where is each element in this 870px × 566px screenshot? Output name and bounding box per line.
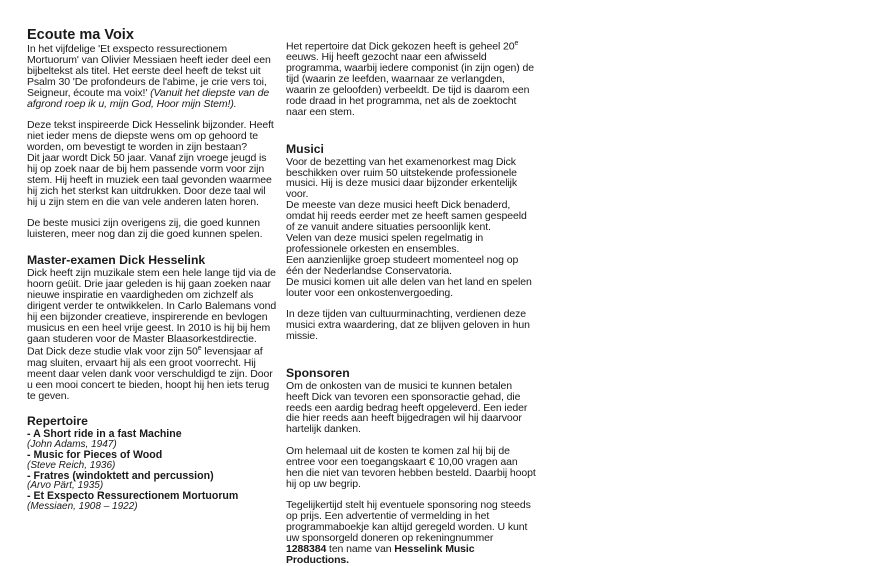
section-heading-master: Master-examen Dick Hesselink bbox=[27, 253, 206, 268]
musici-paragraph-5: De musici komen uit alle delen van het land en spelen louter voor een onkostenvergoeding. bbox=[286, 275, 532, 299]
intro-translation: (Vanuit het diepste van de afgrond roep ik u, mijn God, Hoor mijn Stem!). bbox=[27, 86, 270, 110]
musici-paragraph-4: Een aanzienlijke groep studeert momenteel nog op één der Nederlandse Conservatoria. bbox=[286, 253, 519, 277]
piece-composer: (Messiaen, 1908 – 1922) bbox=[27, 500, 138, 512]
intro-text: In het vijfdelige 'Et exspecto ressurectionem Mortuorum' van Olivier Messiaen heeft ieder deel een bijbeltekst als titel. Het eerste deel heeft de tekst uit Psalm 30 'De profondeurs de l'abime, je crie vers toi, Seigneur, écoute ma voix!' bbox=[27, 43, 271, 99]
account-number: 1288384 bbox=[286, 543, 327, 556]
intro-paragraph-1 bbox=[27, 44, 277, 109]
musici-paragraph-3: Velen van deze musici spelen regelmatig in professionele orkesten en ensembles. bbox=[286, 231, 484, 255]
repertoire-description: Het repertoire dat Dick gekozen heeft is geheel 20e eeuws. Hij heeft gezocht naar een afwisseld programma, waarbij iedere componist (in zijn ogen) de tijd (waarin ze leefden, waarnaar ze verlangden, waarin ze geloofden) verbeeldt. De tijd is daarom een rode draad in het programma, net als de zoektocht naar een stem. bbox=[286, 40, 534, 118]
section-heading-sponsoren: Sponsoren bbox=[286, 365, 350, 380]
sponsoren-paragraph-3: Tegelijkertijd stelt hij eventuele sponsoring nog steeds op prijs. Een advertentie of vermelding in het programmaboekje kan altijd geregeld worden. U kunt uw sponsorgeld doneren op rekeningnummer 1288384 ten name van Hesselink Music Productions. bbox=[286, 499, 531, 566]
master-paragraph-1: Dick heeft zijn muzikale stem een hele lange tijd via de hoorn geüit. Drie jaar geleden is hij gaan zoeken naar nieuwe inspiratie en vaardigheden om zichzelf als dirigent verder te ontwikkelen. In Carlo Balemans vond hij een bijzonder creatieve, inspirerende en bevlogen musicus en een heel vrije geest. In 2010 is hij bij hem gaan studeren voor de Master Blaasorkestdirectie. bbox=[27, 267, 277, 345]
list-item bbox=[27, 491, 277, 512]
intro-paragraph-3: Dit jaar wordt Dick 50 jaar. Vanaf zijn vroege jeugd is hij op zoek naar de bij hem passende vorm voor zijn stem. Hij heeft in muziek een taal gevonden waarmee hij zich het sterkst kan uitdrukken. Door deze taal wil hij u zijn stem en die van vele anderen laten horen. bbox=[27, 151, 272, 208]
musici-paragraph-6: In deze tijden van cultuurminachting, verdienen deze musici extra waardering, dat ze blijven geloven in hun missie. bbox=[286, 308, 530, 343]
section-heading-repertoire: Repertoire bbox=[27, 414, 88, 429]
list-item bbox=[27, 450, 277, 471]
right-column bbox=[286, 39, 536, 566]
master-paragraph-2: Dat Dick deze studie vlak voor zijn 50e levensjaar af mag sluiten, ervaart hij als een groot voorrecht. Hij meent daar velen dank voor verschuldigd te zijn. Door u een mooi concert te bieden, hoopt hij hen iets terug te geven. bbox=[27, 345, 273, 402]
sponsoren-paragraph-2: Om helemaal uit de kosten te komen zal hij bij de entree voor een toegangskaart € 10,00 vragen aan hen die niet van tevoren hebben besteld. Daarbij hoopt hij op uw begrip. bbox=[286, 445, 536, 490]
intro-paragraph-4: De beste musici zijn overigens zij, die goed kunnen luisteren, meer nog dan zij die goed kunnen spelen. bbox=[27, 217, 263, 241]
piece-title: - Fratres (windoktett and percussion) bbox=[27, 469, 214, 482]
piece-title: - A Short ride in a fast Machine bbox=[27, 428, 182, 441]
piece-composer: (Steve Reich, 1936) bbox=[27, 459, 116, 471]
piece-composer: (John Adams, 1947) bbox=[27, 439, 117, 451]
repertoire-list bbox=[27, 429, 277, 511]
list-item bbox=[27, 471, 277, 492]
sponsoren-paragraph-1: Om de onkosten van de musici te kunnen betalen heeft Dick van tevoren een sponsoractie gehad, die reeds een aardig bedrag heeft opgeleverd. Een ieder die hier reeds aan heeft bijgedragen wil hij daarvoor hartelijk danken. bbox=[286, 379, 528, 436]
piece-title: - Et Exspecto Ressurectionem Mortuorum bbox=[27, 490, 239, 503]
musici-paragraph-1: Voor de bezetting van het examenorkest mag Dick beschikken over ruim 50 uitstekende professionele musici. Hij is deze musici daar bijzonder erkentelijk voor. bbox=[286, 155, 518, 201]
piece-title: - Music for Pieces of Wood bbox=[27, 449, 163, 462]
left-column bbox=[27, 28, 277, 512]
musici-paragraph-2: De meeste van deze musici heeft Dick benaderd, omdat hij reeds eerder met ze heeft samen gespeeld of ze vanuit andere situaties persoonlijk kent. bbox=[286, 199, 527, 234]
list-item bbox=[27, 429, 277, 450]
page-title: Ecoute ma Voix bbox=[27, 27, 134, 43]
piece-composer: (Arvo Pärt, 1935) bbox=[27, 480, 104, 492]
section-heading-musici: Musici bbox=[286, 141, 324, 156]
account-holder: Hesselink Music Productions. bbox=[286, 543, 475, 566]
intro-paragraph-2: Deze tekst inspireerde Dick Hesselink bijzonder. Heeft niet ieder mens de diepste wens om op gehoord te worden, om bevestigt te worden in zijn bestaan? bbox=[27, 119, 274, 154]
